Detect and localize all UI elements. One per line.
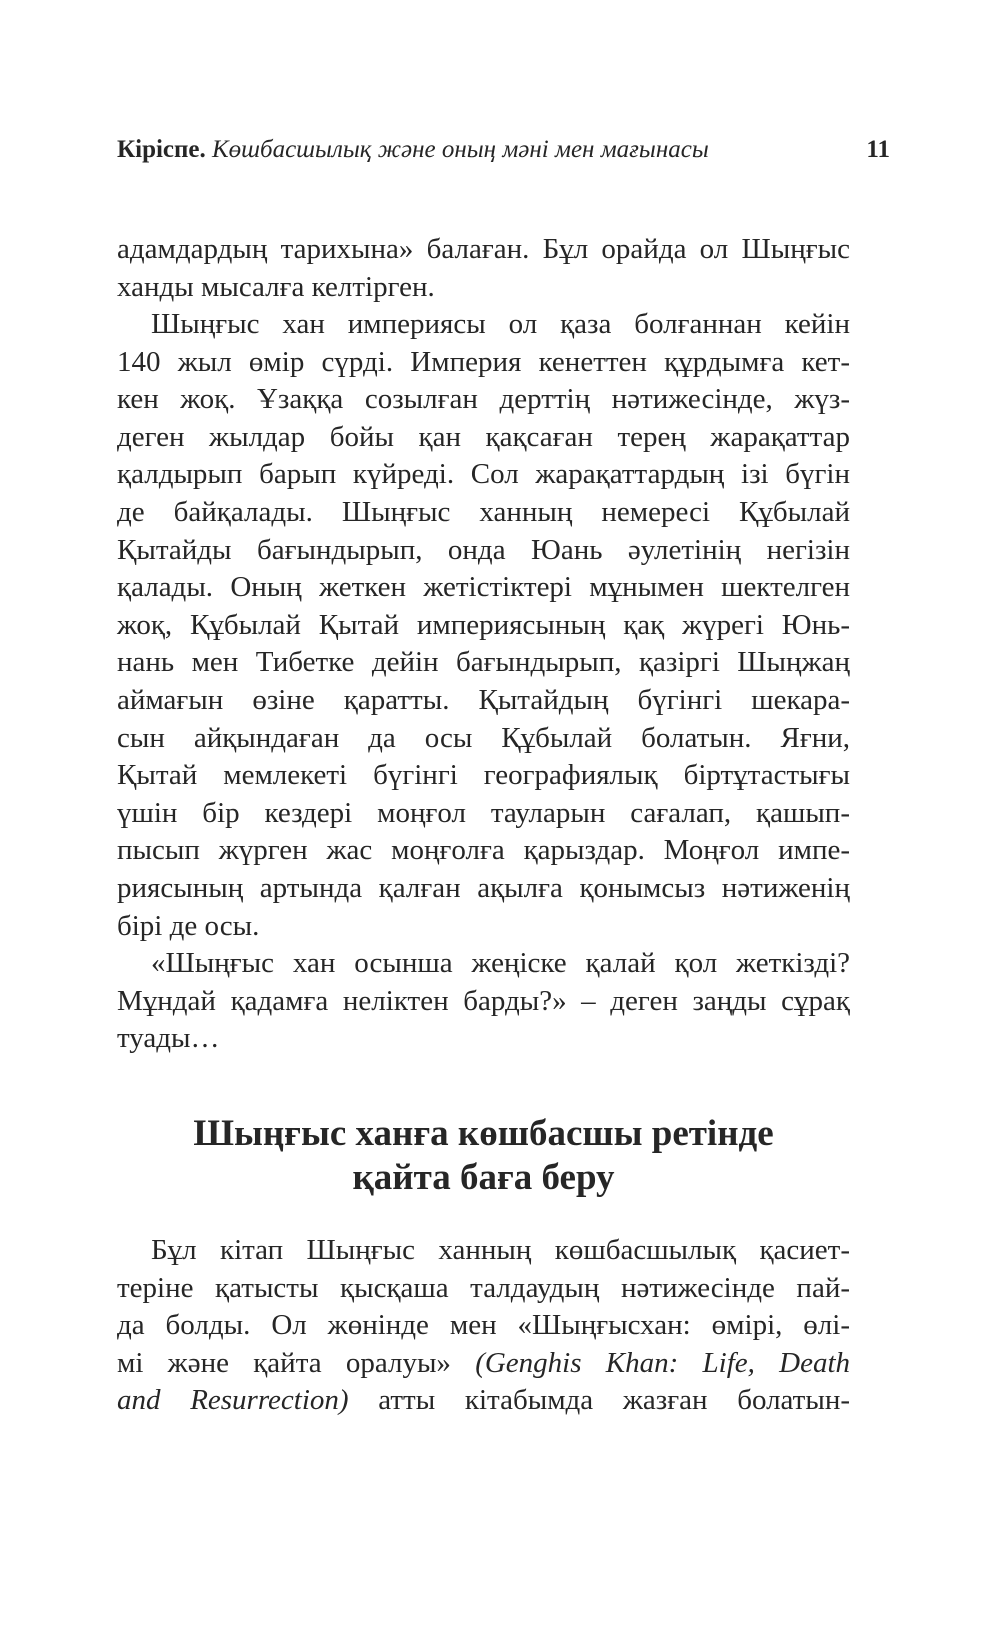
text-line: қалады. Оның жеткен жетістіктері мұнымен шектелген bbox=[117, 571, 850, 604]
text-line: сын айқындаған да осы Құбылай болатын. Яғни, bbox=[117, 721, 850, 754]
heading-line: қайта баға беру bbox=[352, 1157, 615, 1198]
text-line: Қытай мемлекеті бүгінгі географиялық біртұтастығы bbox=[117, 759, 850, 792]
header-title bbox=[117, 130, 709, 170]
paragraph-empire bbox=[117, 306, 850, 945]
running-header bbox=[117, 130, 890, 170]
text-line: жоқ, Құбылай Қытай империясының қақ жүрегі Юнь- bbox=[117, 608, 850, 641]
text-line: Шыңғыс хан империясы ол қаза болғаннан кейін bbox=[151, 308, 850, 340]
text-line-mixed bbox=[117, 1382, 850, 1420]
text-line: «Шыңғыс хан осынша жеңіске қалай қол жеткізді? bbox=[151, 947, 850, 979]
header-subtitle: Көшбасшылық және оның мәні мен мағынасы bbox=[212, 136, 709, 163]
text-line: адамдардың тарихына» балаған. Бұл орайда ол Шыңғыс bbox=[117, 233, 850, 265]
section-heading bbox=[117, 1112, 850, 1200]
english-title-fragment: (Genghis Khan: Life, Death bbox=[475, 1346, 851, 1379]
text-line: Мұндай қадамға неліктен барды?» – деген заңды сұрақ bbox=[117, 984, 850, 1017]
text-line: да болды. Ол жөнінде мен «Шыңғысхан: өмірі, өлі- bbox=[117, 1309, 850, 1342]
header-section-label: Кіріспе. bbox=[117, 136, 206, 163]
paragraph-question bbox=[117, 945, 850, 1058]
text-line-mixed bbox=[117, 1345, 850, 1383]
text-line: қалдырып барып күйреді. Сол жарақаттардың ізі бүгін bbox=[117, 458, 850, 491]
paragraph-book bbox=[117, 1232, 850, 1420]
text-line: пысып жүрген жас моңғолға қарыздар. Моңғол импе- bbox=[117, 834, 850, 867]
text-line: 140 жыл өмір сүрді. Империя кенеттен құрдымға кет- bbox=[117, 345, 850, 378]
text-fragment: атты кітабымда жазған болатын- bbox=[378, 1384, 850, 1417]
text-line: үшін бір кездері моңғол тауларын сағалап, қашып- bbox=[117, 796, 850, 829]
page-number: 11 bbox=[866, 136, 890, 163]
paragraph-continuation bbox=[117, 231, 850, 306]
text-fragment: мі және қайта оралуы» bbox=[117, 1346, 451, 1379]
text-line: нань мен Тибетке дейін бағындырып, қазіргі Шыңжаң bbox=[117, 646, 850, 679]
text-line: риясының артында қалған ақылға қонымсыз нәтиженің bbox=[117, 871, 850, 904]
text-line: теріне қатысты қысқаша талдаудың нәтижесінде пай- bbox=[117, 1271, 850, 1304]
text-line: Қытайды бағындырып, онда Юань әулетінің негізін bbox=[117, 533, 850, 566]
heading-line: Шыңғыс ханға көшбасшы ретінде bbox=[193, 1113, 774, 1154]
english-title-fragment: and Resurrection) bbox=[117, 1384, 349, 1417]
text-line: кен жоқ. Ұзаққа созылған дерттің нәтижесінде, жүз- bbox=[117, 383, 850, 416]
text-line: бірі де осы. bbox=[117, 909, 260, 942]
text-line: деген жылдар бойы қан қақсаған терең жарақаттар bbox=[117, 420, 850, 453]
text-line: де байқалады. Шыңғыс ханның немересі Құбылай bbox=[117, 495, 850, 528]
text-line: туады… bbox=[117, 1022, 220, 1055]
text-line: ханды мысалға келтірген. bbox=[117, 270, 435, 303]
text-line: Бұл кітап Шыңғыс ханның көшбасшылық қасиет- bbox=[151, 1234, 850, 1266]
text-line: аймағын өзіне қаратты. Қытайдың бүгінгі шекара- bbox=[117, 683, 850, 716]
